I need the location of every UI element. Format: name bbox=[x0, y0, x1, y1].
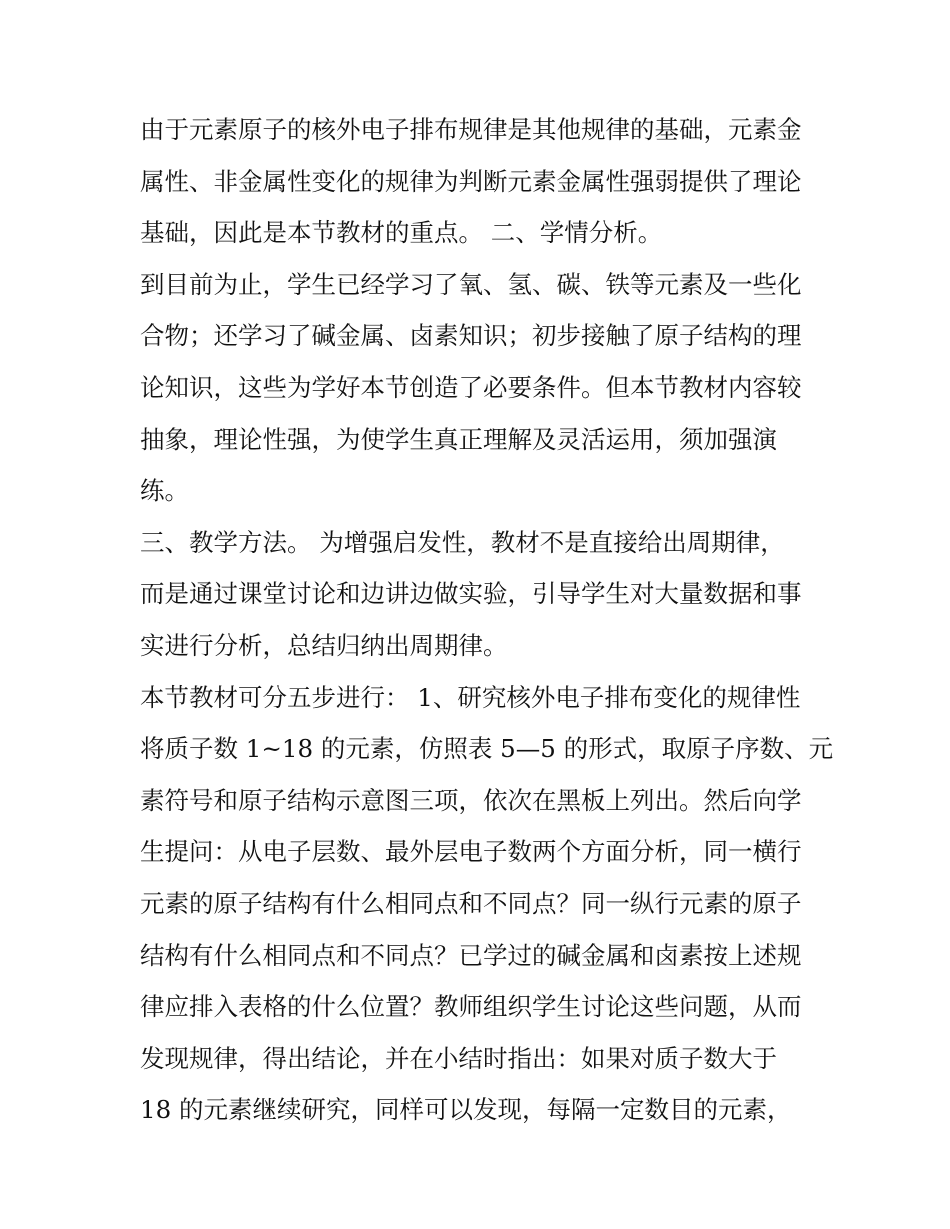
body-text bbox=[140, 104, 834, 1136]
text-line-1: 由于元素原子的核外电子排布规律是其他规律的基础，元素金 bbox=[140, 115, 802, 144]
text-line-9: 三、教学方法。 为增强启发性，教材不是直接给出周期律， bbox=[140, 527, 785, 557]
text-line-17: 结构有什么相同点和不同点？已学过的碱金属和卤素按上述规 bbox=[140, 940, 802, 970]
text-line-20: 18 的元素继续研究，同样可以发现，每隔一定数目的元素， bbox=[140, 1095, 792, 1125]
text-line-10: 而是通过课堂讨论和边讲边做实验，引导学生对大量数据和事 bbox=[140, 579, 802, 609]
text-line-15: 生提问：从电子层数、最外层电子数两个方面分析，同一横行 bbox=[140, 837, 802, 867]
text-line-4: 到目前为止，学生已经学习了氧、氢、碳、铁等元素及一些化 bbox=[140, 269, 802, 299]
text-line-12: 本节教材可分五步进行： 1、研究核外电子排布变化的规律性 bbox=[140, 682, 801, 712]
text-line-3: 基础，因此是本节教材的重点。 二、学情分析。 bbox=[140, 218, 663, 248]
text-line-13: 将质子数 1~18 的元素，仿照表 5—5 的形式，取原子序数、元 bbox=[140, 734, 834, 764]
text-line-8: 练。 bbox=[140, 476, 189, 506]
text-line-5: 合物；还学习了碱金属、卤素知识；初步接触了原子结构的理 bbox=[140, 321, 802, 351]
text-line-16: 元素的原子结构有什么相同点和不同点？同一纵行元素的原子 bbox=[140, 888, 802, 918]
text-line-7: 抽象，理论性强，为使学生真正理解及灵活运用，须加强演 bbox=[140, 424, 777, 454]
text-line-2: 属性、非金属性变化的规律为判断元素金属性强弱提供了理论 bbox=[140, 166, 802, 196]
text-line-18: 律应排入表格的什么位置？教师组织学生讨论这些问题，从而 bbox=[140, 992, 802, 1022]
text-line-11: 实进行分析，总结归纳出周期律。 bbox=[140, 630, 508, 660]
text-line-19: 发现规律，得出结论，并在小结时指出：如果对质子数大于 bbox=[140, 1043, 777, 1073]
text-line-6: 论知识，这些为学好本节创造了必要条件。但本节教材内容较 bbox=[140, 372, 802, 402]
text-line-14: 素符号和原子结构示意图三项，依次在黑板上列出。然后向学 bbox=[140, 785, 802, 815]
